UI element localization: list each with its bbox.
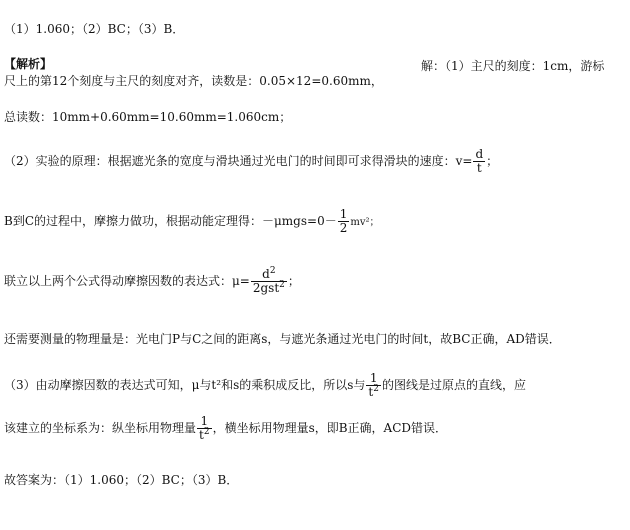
vernier-reading: 尺上的第12个刻度与主尺的刻度对齐，读数是：0.05×12=0.60mm， bbox=[4, 74, 383, 88]
part3-line2 bbox=[4, 415, 447, 442]
total-reading: 总读数：10mm+0.60mm=10.60mm=1.060cm； bbox=[4, 110, 292, 124]
principle-line bbox=[4, 148, 498, 175]
solution-intro: 解：（1）主尺的刻度：1cm，游标 bbox=[421, 59, 605, 73]
quantities-to-measure: 还需要测量的物理量是：光电门P与C之间的距离s，与遮光条通过光电门的时间t，故BC正确，AD错误． bbox=[4, 332, 561, 346]
energy-end: mv²； bbox=[350, 217, 380, 228]
coordinate-text: 该建立的坐标系为：纵坐标用物理量 bbox=[4, 421, 197, 435]
fraction-numerator: 1 bbox=[339, 207, 348, 221]
fraction-numerator: $d^2$ bbox=[262, 266, 276, 281]
analysis-heading: 【解析】 bbox=[4, 57, 53, 71]
answer-line: （1）1.060；（2）BC；（3）B． bbox=[4, 22, 185, 36]
fraction-denominator: t bbox=[476, 161, 482, 175]
energy-text: B到C的过程中，摩擦力做功，根据动能定理得：－μmgs=0－ bbox=[4, 214, 337, 228]
inverse-t-squared-fraction bbox=[366, 372, 381, 399]
friction-coefficient-line bbox=[4, 268, 300, 295]
part3-text: （3）由动摩擦因数的表达式可知，μ与t²和s的乘积成反比，所以s与 bbox=[4, 378, 366, 392]
combine-end: ； bbox=[287, 274, 300, 288]
principle-end: ； bbox=[486, 154, 499, 168]
fraction-numerator: d bbox=[475, 147, 484, 161]
conclusion: 故答案为：（1）1.060；（2）BC；（3）B． bbox=[4, 473, 239, 487]
fraction-denominator: $t^2$ bbox=[199, 427, 210, 442]
axis-fraction bbox=[197, 415, 212, 442]
combine-text: 联立以上两个公式得动摩擦因数的表达式：μ= bbox=[4, 274, 250, 288]
fraction-denominator: $t^2$ bbox=[368, 384, 379, 399]
part3-line1 bbox=[4, 372, 526, 399]
mu-fraction bbox=[251, 268, 287, 295]
half-fraction bbox=[338, 208, 350, 235]
fraction-denominator: 2 bbox=[339, 221, 348, 235]
energy-theorem-line bbox=[4, 208, 380, 235]
fraction-numerator: 1 bbox=[369, 371, 378, 385]
coordinate-end: ，横坐标用物理量s，即B正确，ACD错误． bbox=[212, 421, 448, 435]
velocity-fraction bbox=[473, 148, 485, 175]
principle-text: （2）实验的原理：根据遮光条的宽度与滑块通过光电门的时间即可求得滑块的速度：v= bbox=[4, 154, 473, 168]
part3-end: 的图线是过原点的直线，应 bbox=[381, 378, 526, 392]
fraction-numerator: 1 bbox=[200, 414, 209, 428]
fraction-denominator: 2gst$^2$ bbox=[252, 280, 285, 295]
